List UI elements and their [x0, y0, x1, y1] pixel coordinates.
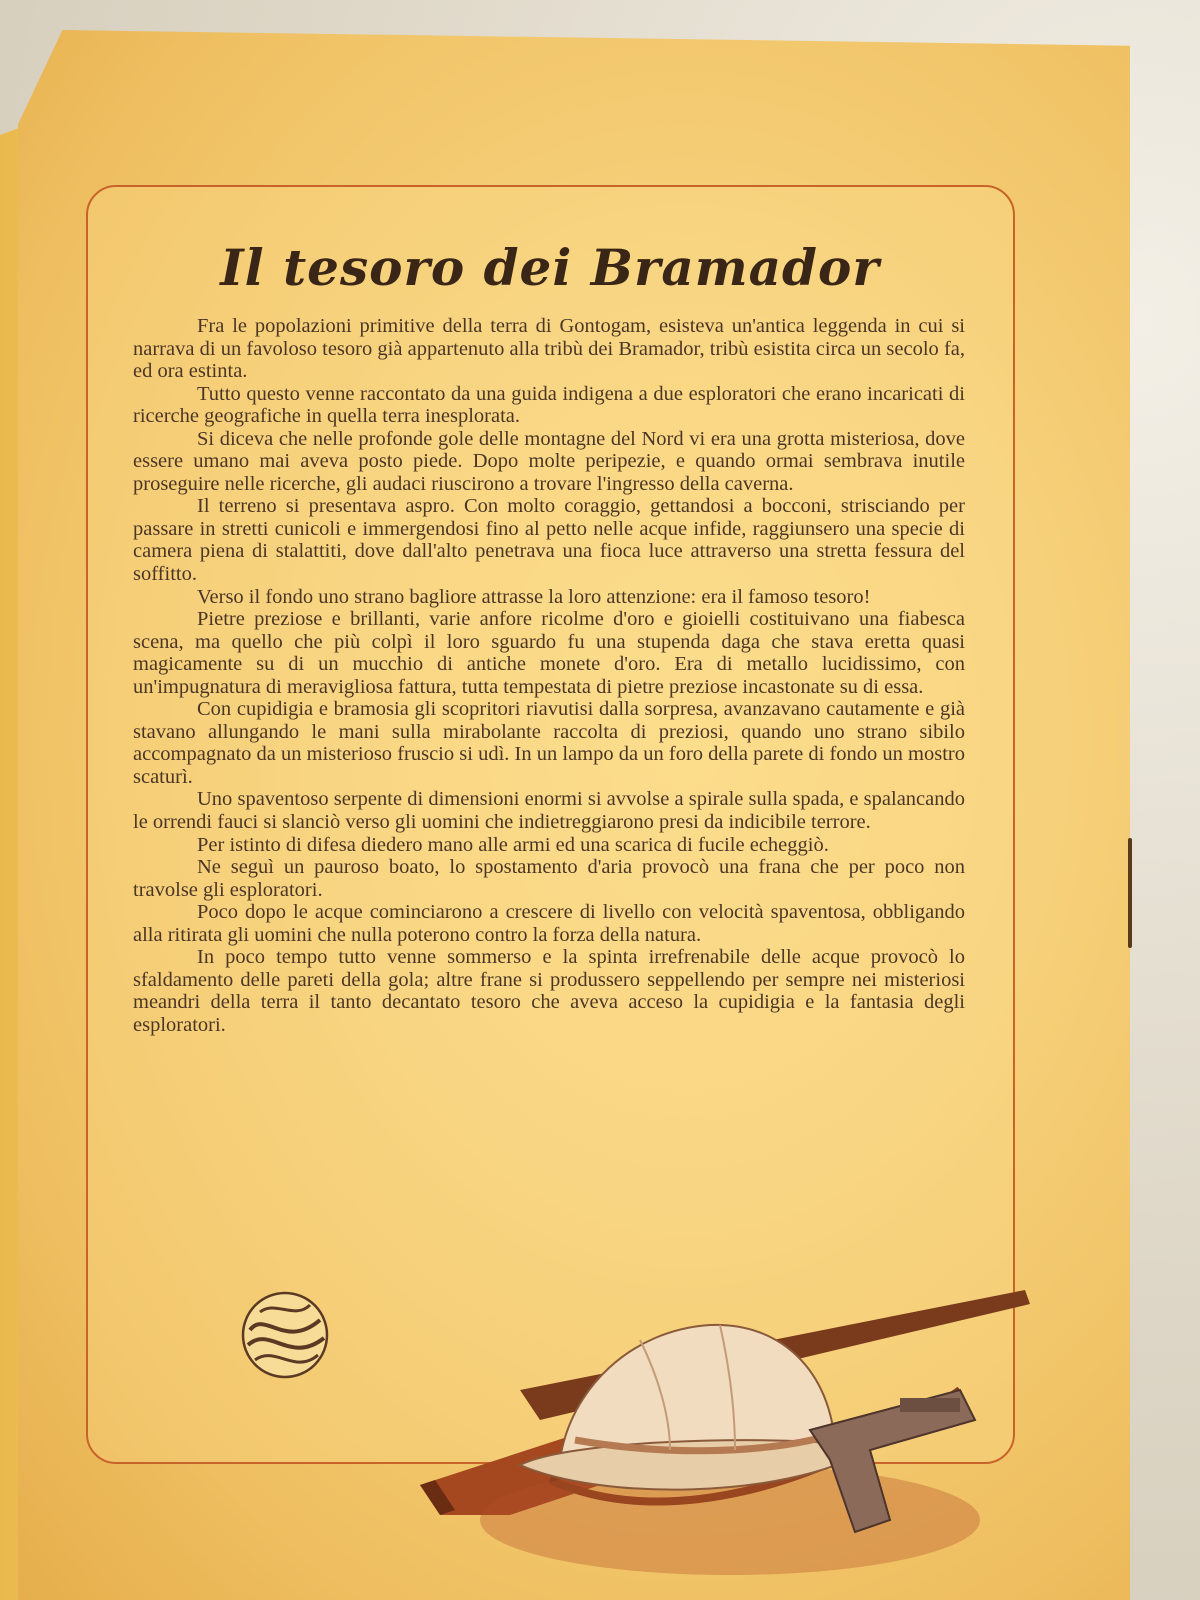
swirl-logo-icon: [240, 1290, 330, 1380]
pith-helmet-rifle-pistol-illustration: [400, 1270, 1040, 1600]
paragraph: Pietre preziose e brillanti, varie anfore ricolme d'oro e gioielli costituivano una fiabesca scena, ma quello che più colpì il loro sguardo fu una stupenda daga che stava eretta quasi magicamente su di un mucchio di antiche monete d'oro. Era di metallo lucidissimo, con un'impugnatura di meravigliosa fattura, tutta tempestata di pietre preziose incastonate su di essa.: [133, 608, 965, 698]
paragraph: Poco dopo le acque cominciarono a crescere di livello con velocità spaventosa, obbligando alla ritirata gli uomini che nulla poterono contro la forza della natura.: [133, 901, 965, 946]
paragraph: Con cupidigia e bramosia gli scopritori riavutisi dalla sorpresa, avanzavano cautamente e già stavano allungando le mani sulla mirabolante raccolta di preziosi, quando uno strano sibilo accompagnato da un misterioso fruscio si udì. In un lampo da un foro della parete di fondo un mostro scaturì.: [133, 698, 965, 788]
paragraph: Per istinto di difesa diedero mano alle armi ed una scarica di fucile echeggiò.: [197, 833, 829, 856]
paragraph: Fra le popolazioni primitive della terra di Gontogam, esisteva un'antica leggenda in cui si narrava di un favoloso tesoro già appartenuto alla tribù dei Bramador, tribù esistita circa un secolo fa, ed ora estinta.: [133, 315, 965, 383]
page-title: Il tesoro dei Bramador: [220, 238, 880, 297]
staple-mark: [1128, 838, 1132, 948]
paragraph: Verso il fondo uno strano bagliore attrasse la loro attenzione: era il famoso tesoro!: [197, 585, 871, 608]
paragraph: In poco tempo tutto venne sommerso e la spinta irrefrenabile delle acque provocò lo sfaldamento delle pareti della gola; altre frane si produssero seppellendo per sempre nei misteriosi meandri della terra il tanto decantato tesoro che aveva acceso la cupidigia e la fantasia degli esploratori.: [133, 946, 965, 1036]
paragraph: Il terreno si presentava aspro. Con molto coraggio, gettandosi a bocconi, strisciando per passare in stretti cunicoli e immergendosi fino al petto nelle acque infide, raggiunsero una specie di camera piena di stalattiti, dove dall'alto penetrava una fioca luce attraverso una stretta fessura del soffitto.: [133, 495, 965, 586]
story-text: [133, 315, 965, 1037]
paragraph: Ne seguì un pauroso boato, lo spostamento d'aria provocò una frana che per poco non travolse gli esploratori.: [133, 856, 965, 901]
paragraph: Uno spaventoso serpente di dimensioni enormi si avvolse a spirale sulla spada, e spalancando le orrendi fauci si slanciò verso gli uomini che indietreggiarono presi da indicibile terrore.: [133, 788, 965, 834]
paragraph: Si diceva che nelle profonde gole delle montagne del Nord vi era una grotta misteriosa, dove essere umano mai aveva posto piede. Dopo molte peripezie, e quando ormai sembrava inutile proseguire nelle ricerche, gli audaci riuscirono a trovare l'ingresso della caverna.: [133, 427, 965, 495]
paragraph: Tutto questo venne raccontato da una guida indigena a due esploratori che erano incaricati di ricerche geografiche in quella terra inesplorata.: [133, 382, 965, 428]
